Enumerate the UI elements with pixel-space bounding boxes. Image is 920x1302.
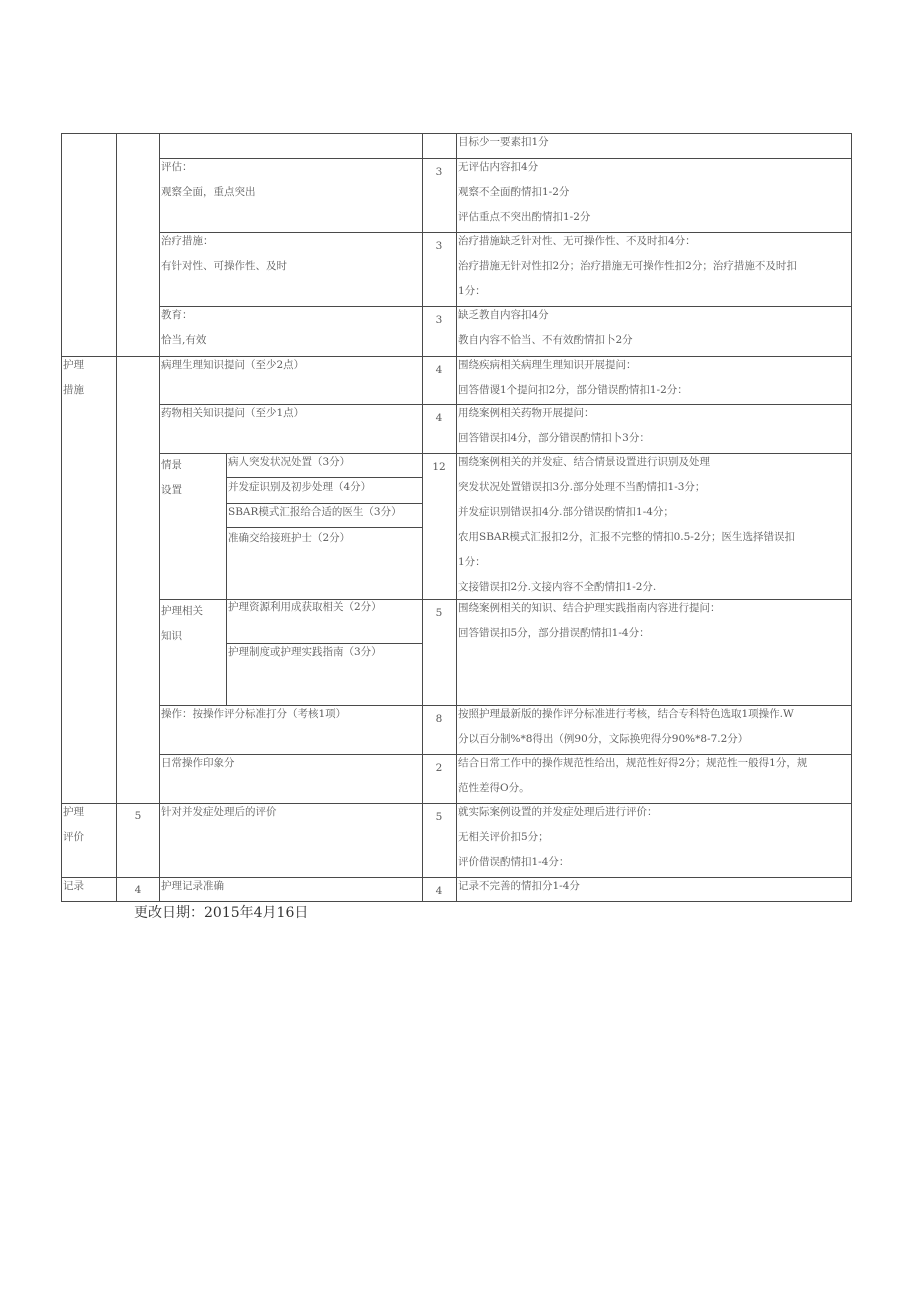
criteria-text: 就实际案例设置的并发症处理后进行评价： <box>458 806 658 818</box>
item-text: 护理记录准确 <box>161 880 224 892</box>
item-text: 针对并发症处理后的评价 <box>161 806 277 818</box>
score-value: 5 <box>435 811 443 823</box>
criteria-text: 围绕案例相关的并发症、结合情景设置进行识别及处理 <box>458 456 710 468</box>
subgroup-border <box>226 453 227 599</box>
subitem-border <box>226 477 422 478</box>
column-border <box>116 133 117 902</box>
criteria-text: 缺乏教自内容扣4分 <box>458 309 549 321</box>
category-label: 护理 <box>63 359 84 371</box>
criteria-text: 回答错误扣4分，部分错误酌情扣卜3分： <box>458 432 650 444</box>
criteria-text: 结合日常工作中的操作规范性给出，规范性好得2分；规范性一般得1分，规 <box>458 757 808 769</box>
row-border <box>61 133 852 134</box>
row-border <box>61 877 852 878</box>
subitem-border <box>226 643 422 644</box>
subitem-text: 护理资源利用成获取相关（2分） <box>228 601 382 613</box>
subitem-border <box>226 503 422 504</box>
item-text: 治疗措施： <box>161 235 214 247</box>
criteria-text: 回答错误扣5分，部分措误酌情扣1-4分： <box>458 627 650 639</box>
criteria-text: 记录不完善的情扣分1-4分 <box>458 880 580 892</box>
subgroup-label: 护理相关 <box>161 605 203 617</box>
score-value: 4 <box>435 412 443 424</box>
subitem-text: 护理制度或护理实践指南（3分） <box>228 646 382 658</box>
category-label: 措施 <box>63 384 84 396</box>
criteria-text: 回答借谡1个提问扣2分，部分错误酌情扣1-2分： <box>458 384 688 396</box>
criteria-text: 1分： <box>458 556 486 568</box>
subgroup-label: 设置 <box>161 484 182 496</box>
criteria-text: 文接错误扣2分.文接内容不全酌情扣1-2分. <box>458 581 657 593</box>
criteria-text: 治疗措施无针对性扣2分；治疗措施无可操作性扣2分；治疗措施不及时扣 <box>458 260 797 272</box>
subitem-text: SBAR模式汇报给合适的医生（3分） <box>228 506 402 518</box>
criteria-text: 教自内容不恰当、不有效酌情扣卜2分 <box>458 334 633 346</box>
item-text: 病理生理知识提问（至少2点） <box>161 359 305 371</box>
column-border <box>456 133 457 902</box>
column-border <box>159 133 160 902</box>
criteria-text: 按照护理最新版的操作评分标准进行考核，结合专科特色选取1项操作.W <box>458 708 794 720</box>
score-value: 2 <box>435 762 443 774</box>
row-border <box>159 599 852 600</box>
criteria-text: 观察不全面酌情扣1-2分 <box>458 186 570 198</box>
category-score: 5 <box>134 810 142 822</box>
criteria-text: 目标少一要素扣1分 <box>458 136 549 148</box>
row-border <box>159 232 852 233</box>
column-border <box>422 133 423 902</box>
subitem-border <box>226 527 422 528</box>
row-border <box>159 754 852 755</box>
item-text: 药物相关知识提问（至少1点） <box>161 407 305 419</box>
score-value: 3 <box>435 314 443 326</box>
revision-date: 更改日期：2015年4月16日 <box>134 905 309 921</box>
score-value: 5 <box>435 607 443 619</box>
row-border <box>159 453 852 454</box>
criteria-text: 并发症识别错误扣4分.部分错误酌情扣1-4分； <box>458 506 674 518</box>
category-score: 4 <box>134 884 142 896</box>
criteria-text: 围绕案例相关的知识、结合护理实践指南内容进行提问： <box>458 602 721 614</box>
score-value: 12 <box>432 461 446 473</box>
criteria-text: 治疗措施缺乏针对性、无可操作性、不及时扣4分： <box>458 235 696 247</box>
score-value: 3 <box>435 240 443 252</box>
subitem-text: 准确交给接班护士（2分） <box>228 532 351 544</box>
column-border <box>61 133 62 902</box>
criteria-text: 分以百分制%*8得出（例90分，文际换兜得分90%*8-7.2分） <box>458 733 749 745</box>
score-value: 8 <box>435 713 443 725</box>
criteria-text: 无相关评价扣5分； <box>458 831 549 843</box>
item-text: 有针对性、可操作性、及时 <box>161 260 287 272</box>
item-text: 操作：按操作评分标准打分（考核1项） <box>161 708 347 720</box>
subgroup-border <box>226 599 227 705</box>
row-border <box>61 901 852 902</box>
criteria-text: 评估重点不突出酌情扣1-2分 <box>458 211 591 223</box>
criteria-text: 范性差得O分。 <box>458 782 530 794</box>
row-border <box>61 803 852 804</box>
column-border <box>851 133 852 902</box>
criteria-text: 1分： <box>458 285 486 297</box>
row-border <box>159 158 852 159</box>
score-value: 3 <box>435 166 443 178</box>
score-value: 4 <box>435 885 443 897</box>
item-text: 观察全面，重点突出 <box>161 186 256 198</box>
score-value: 4 <box>435 364 443 376</box>
criteria-text: 突发状况处置错误扣3分.部分处理不当酌情扣1-3分； <box>458 481 706 493</box>
item-text: 评估： <box>161 161 193 173</box>
criteria-text: 无评估内容扣4分 <box>458 161 539 173</box>
criteria-text: 用绕案例相关药物开展提问： <box>458 407 595 419</box>
item-text: 恰当,有效 <box>161 334 207 346</box>
subitem-text: 并发症识别及初步处理（4分） <box>228 481 372 493</box>
subgroup-label: 情景 <box>161 459 182 471</box>
criteria-text: 评价借误酌情扣1-4分： <box>458 856 570 868</box>
category-label: 评价 <box>63 831 84 843</box>
category-label: 护理 <box>63 806 84 818</box>
criteria-text: 围绕疾病相关病理生理知识开展提问： <box>458 359 637 371</box>
row-border <box>159 705 852 706</box>
item-text: 教育： <box>161 309 193 321</box>
row-border <box>61 356 852 357</box>
row-border <box>159 306 852 307</box>
row-border <box>159 404 852 405</box>
criteria-text: 农用SBAR模式汇报扣2分，汇报不完整的情扣0.5-2分；医生选择错误扣 <box>458 531 796 543</box>
category-label: 记录 <box>63 880 84 892</box>
item-text: 日常操作印象分 <box>161 757 235 769</box>
subitem-text: 病人突发状况处置（3分） <box>228 456 351 468</box>
subgroup-label: 知识 <box>161 630 182 642</box>
